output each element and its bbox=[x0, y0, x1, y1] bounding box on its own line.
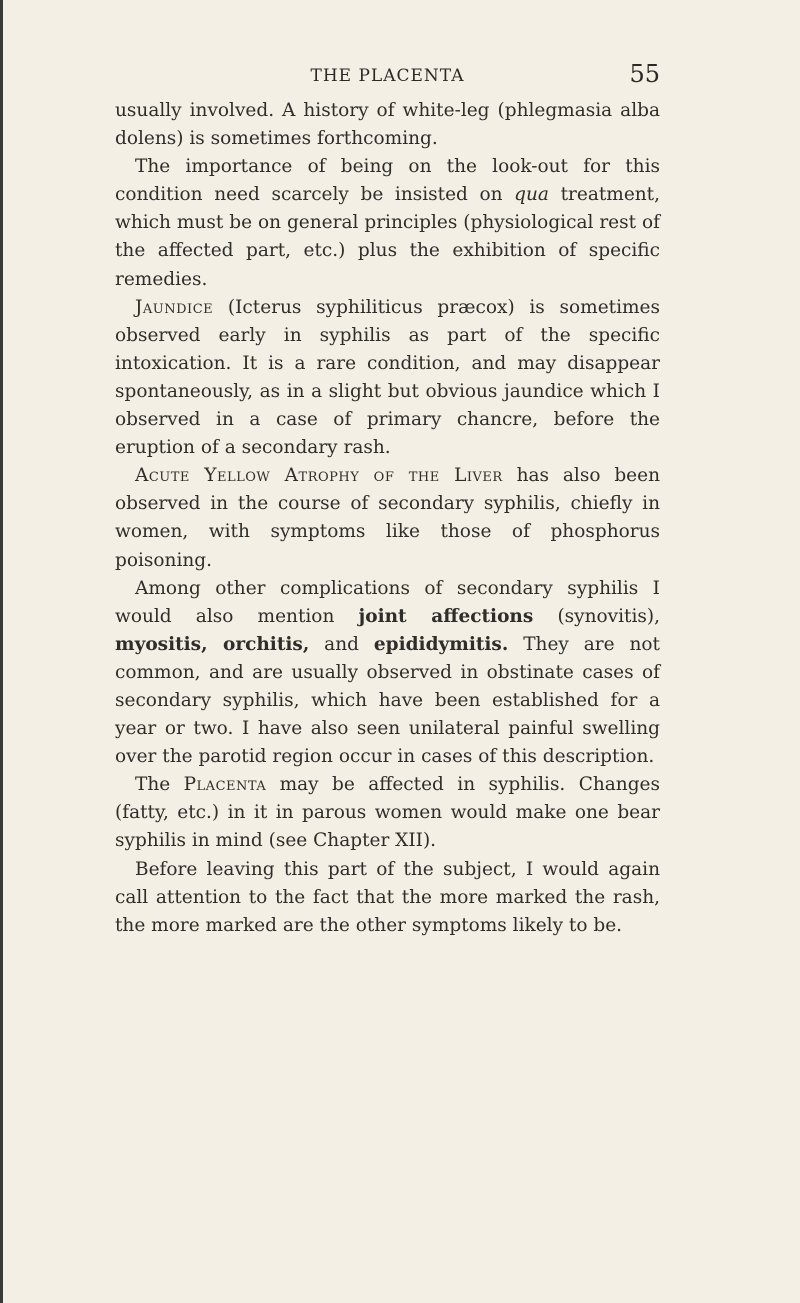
paragraph-2 bbox=[115, 153, 660, 293]
term-jaundice: Jaundice bbox=[135, 296, 214, 318]
paragraph-5 bbox=[115, 575, 660, 772]
paragraph-7 bbox=[115, 856, 660, 940]
term-placenta: Placenta bbox=[183, 774, 267, 796]
page-header bbox=[115, 60, 660, 92]
paragraph-6-text-a: The bbox=[135, 774, 184, 796]
paragraph-4-text: has also been observed in the course of secondary syphilis, chiefly in women, with symptoms like those of phosphorus poisoning. bbox=[115, 465, 660, 571]
paragraph-7-text: Before leaving this part of the subject, I would again call attention to the fact that the more marked the rash, the more marked are the other symptoms likely to be. bbox=[115, 858, 660, 936]
term-epididymitis: epididymitis. bbox=[373, 633, 509, 655]
page-number: 55 bbox=[629, 60, 660, 88]
paragraph-1-text: usually involved. A history of white-leg (phlegmasia alba dolens) is sometimes forthcoming. bbox=[115, 100, 660, 150]
paragraph-5-text-a: Among other complications of secondary syphilis I would also mention bbox=[115, 577, 660, 627]
paragraph-3-text: (Icterus syphiliticus præcox) is sometimes observed early in syphilis as part of the specific intoxication. It is a rare condition, and may disappear spontaneously, as in a slight but obvious jaundice which I observed in a case of primary chancre, before the eruption of a secondary rash. bbox=[115, 296, 660, 459]
paragraph-4 bbox=[115, 462, 660, 574]
running-head: THE PLACENTA bbox=[310, 66, 465, 86]
paragraph-2-text-a: The importance of being on the look-out for this condition need scarcely be insisted on bbox=[115, 156, 660, 206]
paragraph-5-text-d: They are not common, and are usually observed in obstinate cases of secondary syphilis, which have been established for a year or two. I have also seen unilateral painful swelling over the parotid region occur in cases of this description. bbox=[115, 633, 660, 768]
paragraph-3 bbox=[115, 294, 660, 463]
term-joint-affections: joint affections bbox=[358, 605, 534, 627]
paragraph-2-text-b: treatment, which must be on general principles (physiological rest of the affected part, etc.) plus the exhibition of specific remedies. bbox=[115, 184, 660, 290]
body-text bbox=[115, 97, 660, 940]
paragraph-6 bbox=[115, 771, 660, 855]
term-acute-yellow-atrophy: Acute Yellow Atrophy of the Liver bbox=[135, 465, 503, 487]
paragraph-5-text-c: and bbox=[309, 633, 374, 655]
term-myositis-orchitis: myositis, orchitis, bbox=[115, 633, 310, 655]
paragraph-6-text-b: may be affected in syphilis. Changes (fatty, etc.) in it in parous women would make one bear syphilis in mind (see Chapter XII). bbox=[115, 774, 660, 852]
paragraph-1 bbox=[115, 97, 660, 153]
page-edge bbox=[0, 0, 3, 1303]
latin-term-qua: qua bbox=[514, 184, 549, 206]
paragraph-5-text-b: (synovitis), bbox=[533, 605, 660, 627]
